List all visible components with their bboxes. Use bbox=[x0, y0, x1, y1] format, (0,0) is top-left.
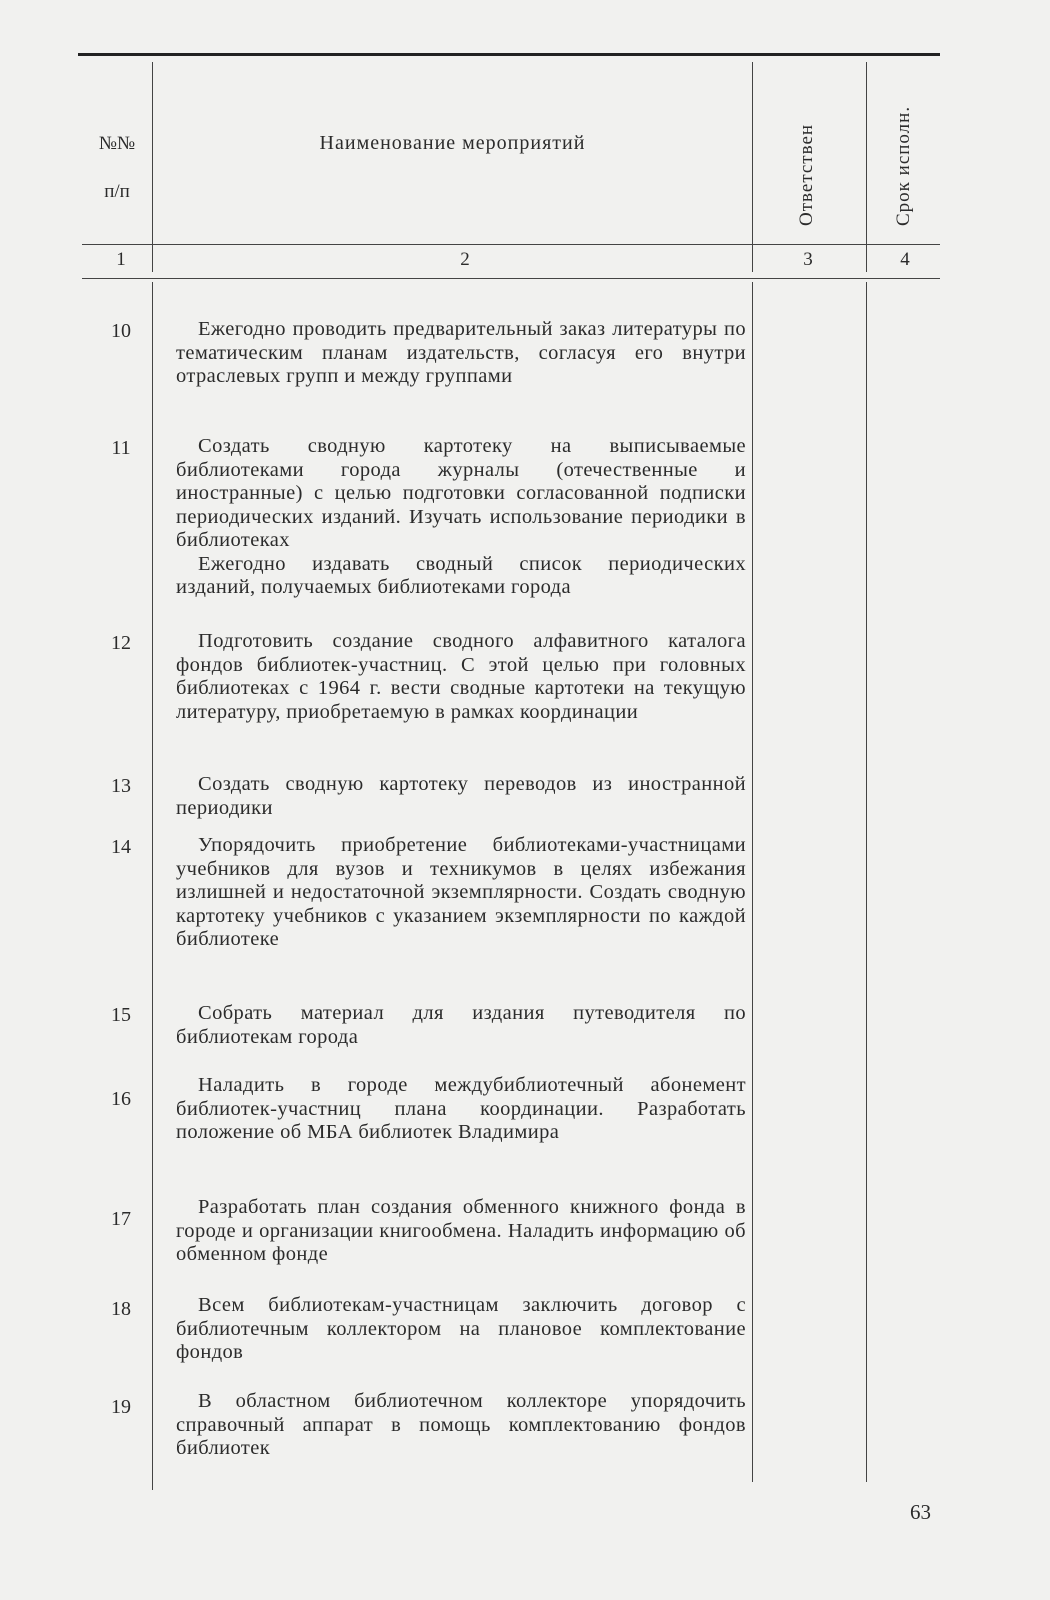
row-paragraph: Создать сводную картотеку переводов из иностранной периодики bbox=[176, 773, 746, 819]
row-paragraph: В областном библиотечном коллекторе упорядочить справочный аппарат в помощь комплектованию фондов библиотек bbox=[176, 1390, 746, 1459]
row-number: 19 bbox=[111, 1396, 131, 1418]
row-text bbox=[176, 773, 746, 820]
column-number: 1 bbox=[116, 249, 126, 270]
row-text bbox=[176, 318, 746, 389]
header-name-column: Наименование мероприятий bbox=[319, 132, 586, 154]
row-number: 12 bbox=[111, 632, 131, 654]
row-number: 11 bbox=[111, 437, 131, 459]
row-paragraph: Создать сводную картотеку на выписываемые библиотеками города журналы (отечественные и иностранные) с целью подготовки согласованной подписки периодических изданий. Изучать использование периодики в библиотеках bbox=[176, 435, 746, 551]
row-paragraph: Разработать план создания обменного книжного фонда в городе и организации книгообмена. Наладить информацию об обменном фонде bbox=[176, 1196, 746, 1265]
row-text bbox=[176, 834, 746, 952]
header-responsible-column: Ответствен bbox=[796, 123, 817, 226]
row-paragraph: Наладить в городе междубиблиотечный абонемент библиотек-участниц плана координации. Разработать положение об МБА библиотек Владимира bbox=[176, 1074, 746, 1143]
header-term-column: Срок исполн. bbox=[893, 105, 914, 226]
row-text bbox=[176, 630, 746, 724]
column-number: 2 bbox=[460, 249, 470, 270]
row-text bbox=[176, 1196, 746, 1267]
row-paragraph: Ежегодно издавать сводный список периодических изданий, получаемых библиотеками города bbox=[176, 552, 746, 598]
header-rule bbox=[82, 244, 940, 245]
row-number: 10 bbox=[111, 320, 131, 342]
row-text bbox=[176, 435, 746, 600]
row-number: 16 bbox=[111, 1088, 131, 1110]
header-number-label: №№ п/п bbox=[98, 133, 136, 202]
header-number-column bbox=[82, 120, 152, 216]
row-text bbox=[176, 1390, 746, 1461]
table-top-rule bbox=[78, 53, 940, 56]
column-divider bbox=[752, 62, 753, 272]
column-number: 4 bbox=[900, 249, 910, 270]
row-text bbox=[176, 1294, 746, 1365]
row-paragraph: Упорядочить приобретение библиотеками-участницами учебников для вузов и техникумов в целях избежания излишней и недостаточной экземплярности. Создать сводную картотеку учебников с указанием экземплярности по каждой библиотеке bbox=[176, 834, 746, 950]
column-number-rule bbox=[82, 278, 940, 279]
column-divider bbox=[866, 282, 867, 1482]
row-paragraph: Всем библиотекам-участницам заключить договор с библиотечным коллектором на плановое комплектование фондов bbox=[176, 1294, 746, 1363]
row-number: 13 bbox=[111, 775, 131, 797]
row-number: 15 bbox=[111, 1004, 131, 1026]
row-paragraph: Собрать материал для издания путеводителя по библиотекам города bbox=[176, 1002, 746, 1048]
column-number: 3 bbox=[803, 249, 813, 270]
column-divider bbox=[152, 282, 153, 1490]
page-number: 63 bbox=[910, 1500, 931, 1524]
row-paragraph: Подготовить создание сводного алфавитного каталога фондов библиотек-участниц. С этой целью при головных библиотеках с 1964 г. вести сводные картотеки на текущую литературу, приобретаемую в рамках координации bbox=[176, 630, 746, 723]
column-divider bbox=[752, 282, 753, 1482]
row-paragraph: Ежегодно проводить предварительный заказ литературы по тематическим планам издательств, согласуя его внутри отраслевых групп и между группами bbox=[176, 318, 746, 387]
row-number: 18 bbox=[111, 1298, 131, 1320]
column-divider bbox=[866, 62, 867, 272]
row-text bbox=[176, 1074, 746, 1145]
row-number: 17 bbox=[111, 1208, 131, 1230]
column-divider bbox=[152, 62, 153, 272]
row-text bbox=[176, 1002, 746, 1049]
row-number: 14 bbox=[111, 836, 131, 858]
